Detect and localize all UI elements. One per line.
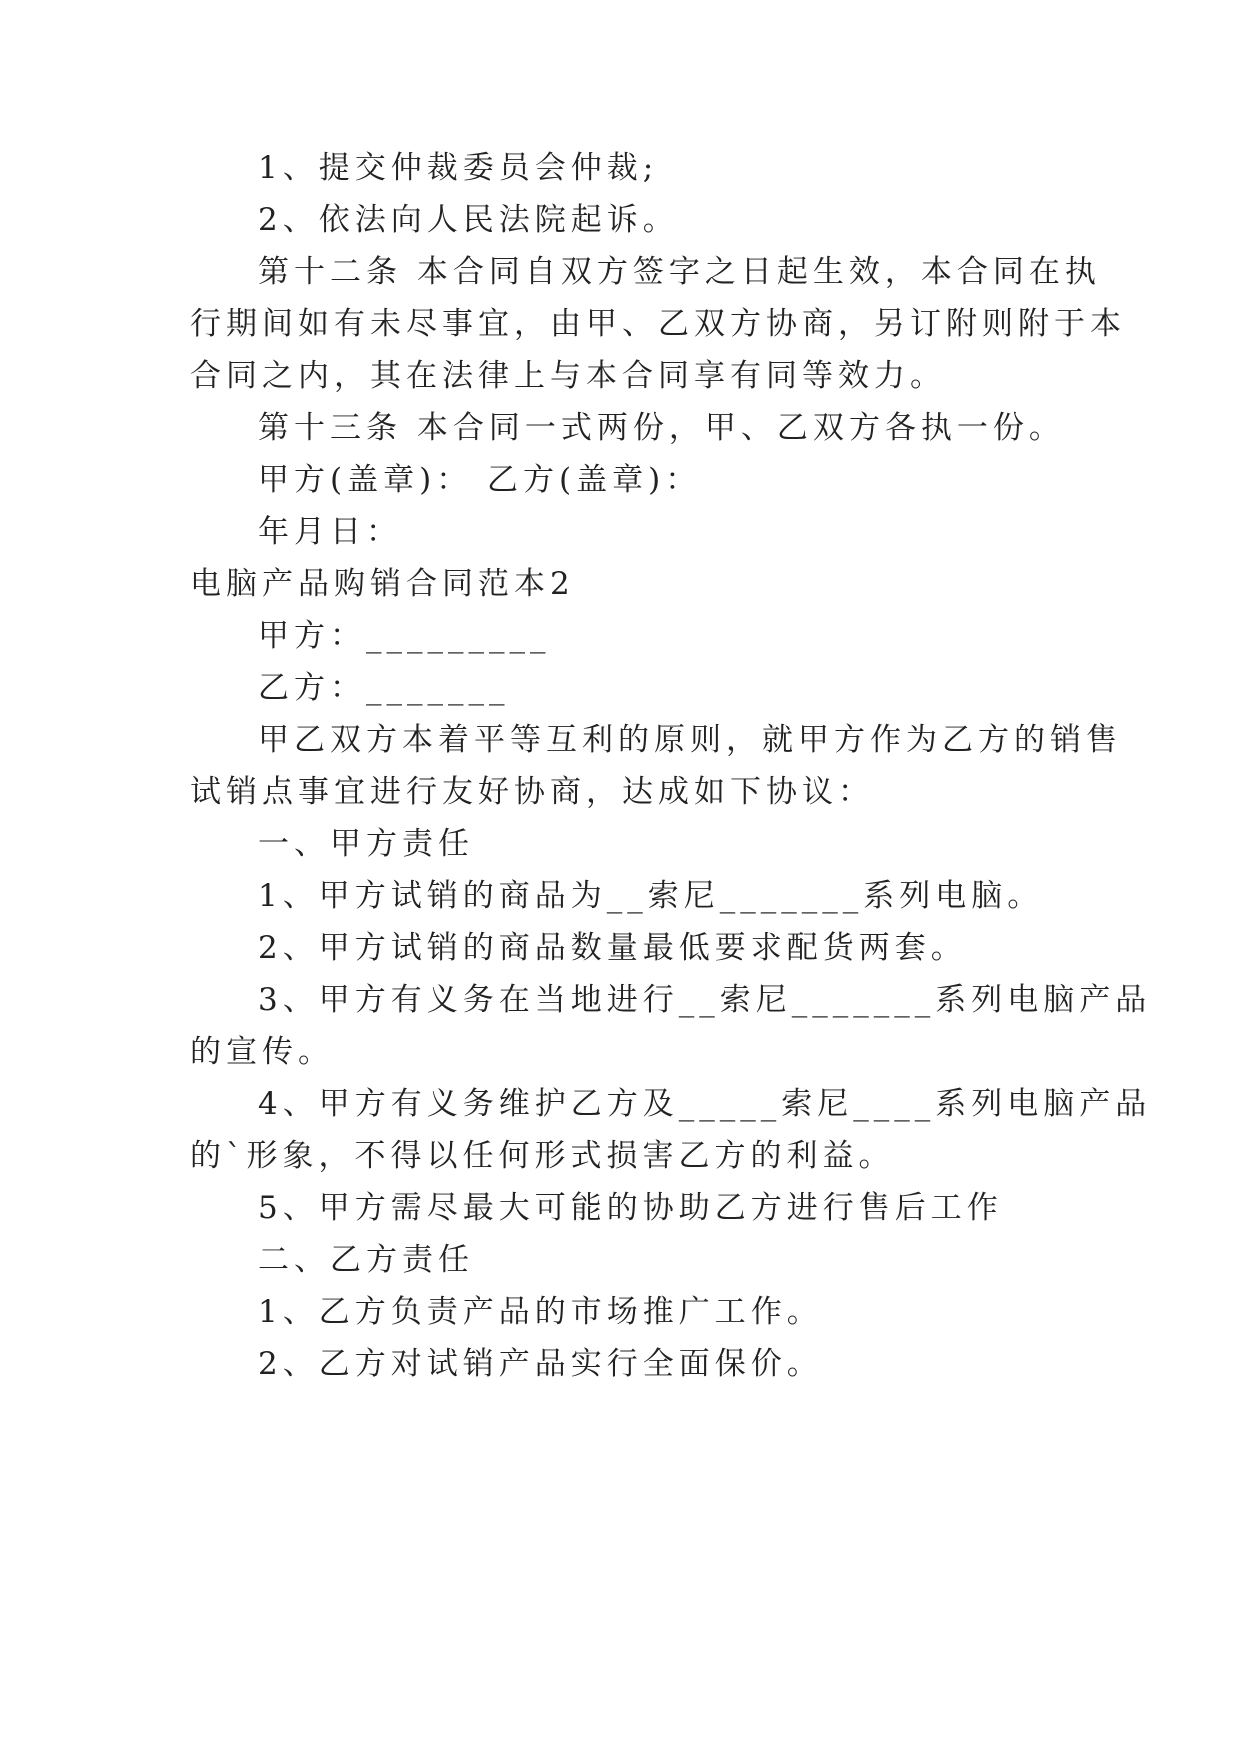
party-a-duty-4-line-2: 的`形象，不得以任何形式损害乙方的利益。: [190, 1138, 895, 1174]
party-b-duty-2: 2、乙方对试销产品实行全面保价。: [258, 1346, 823, 1382]
signature-seals: 甲方(盖章)： 乙方(盖章)：: [258, 462, 702, 498]
article-12-line-1: 第十二条 本合同自双方签字之日起生效，本合同在执: [258, 254, 1101, 290]
arbitration-item: 1、提交仲裁委员会仲裁;: [258, 150, 659, 186]
party-b-duties-heading: 二、乙方责任: [258, 1242, 474, 1278]
date-line: 年月日：: [258, 514, 402, 550]
preamble-line-1: 甲乙双方本着平等互利的原则，就甲方作为乙方的销售: [258, 722, 1122, 758]
article-12-line-3: 合同之内，其在法律上与本合同享有同等效力。: [190, 358, 946, 394]
party-a-duty-5: 5、甲方需尽最大可能的协助乙方进行售后工作: [258, 1190, 1003, 1226]
party-a-duty-3-line-1: 3、甲方有义务在当地进行__索尼_______系列电脑产品: [258, 982, 1152, 1018]
party-a-duty-3-line-2: 的宣传。: [190, 1034, 334, 1070]
lawsuit-item: 2、依法向人民法院起诉。: [258, 202, 679, 238]
party-a-field: 甲方：_________: [258, 618, 551, 654]
party-a-duties-heading: 一、甲方责任: [258, 826, 474, 862]
article-13: 第十三条 本合同一式两份，甲、乙双方各执一份。: [258, 410, 1065, 446]
party-a-duty-4-line-1: 4、甲方有义务维护乙方及_____索尼____系列电脑产品: [258, 1086, 1152, 1122]
party-b-duty-1: 1、乙方负责产品的市场推广工作。: [258, 1294, 823, 1330]
preamble-line-2: 试销点事宜进行友好协商，达成如下协议：: [190, 774, 874, 810]
section-title: 电脑产品购销合同范本2: [190, 566, 575, 602]
party-a-duty-2: 2、甲方试销的商品数量最低要求配货两套。: [258, 930, 967, 966]
party-b-field: 乙方：_______: [258, 670, 510, 706]
article-12-line-2: 行期间如有未尽事宜，由甲、乙双方协商，另订附则附于本: [190, 306, 1126, 342]
party-a-duty-1: 1、甲方试销的商品为__索尼_______系列电脑。: [258, 878, 1044, 914]
